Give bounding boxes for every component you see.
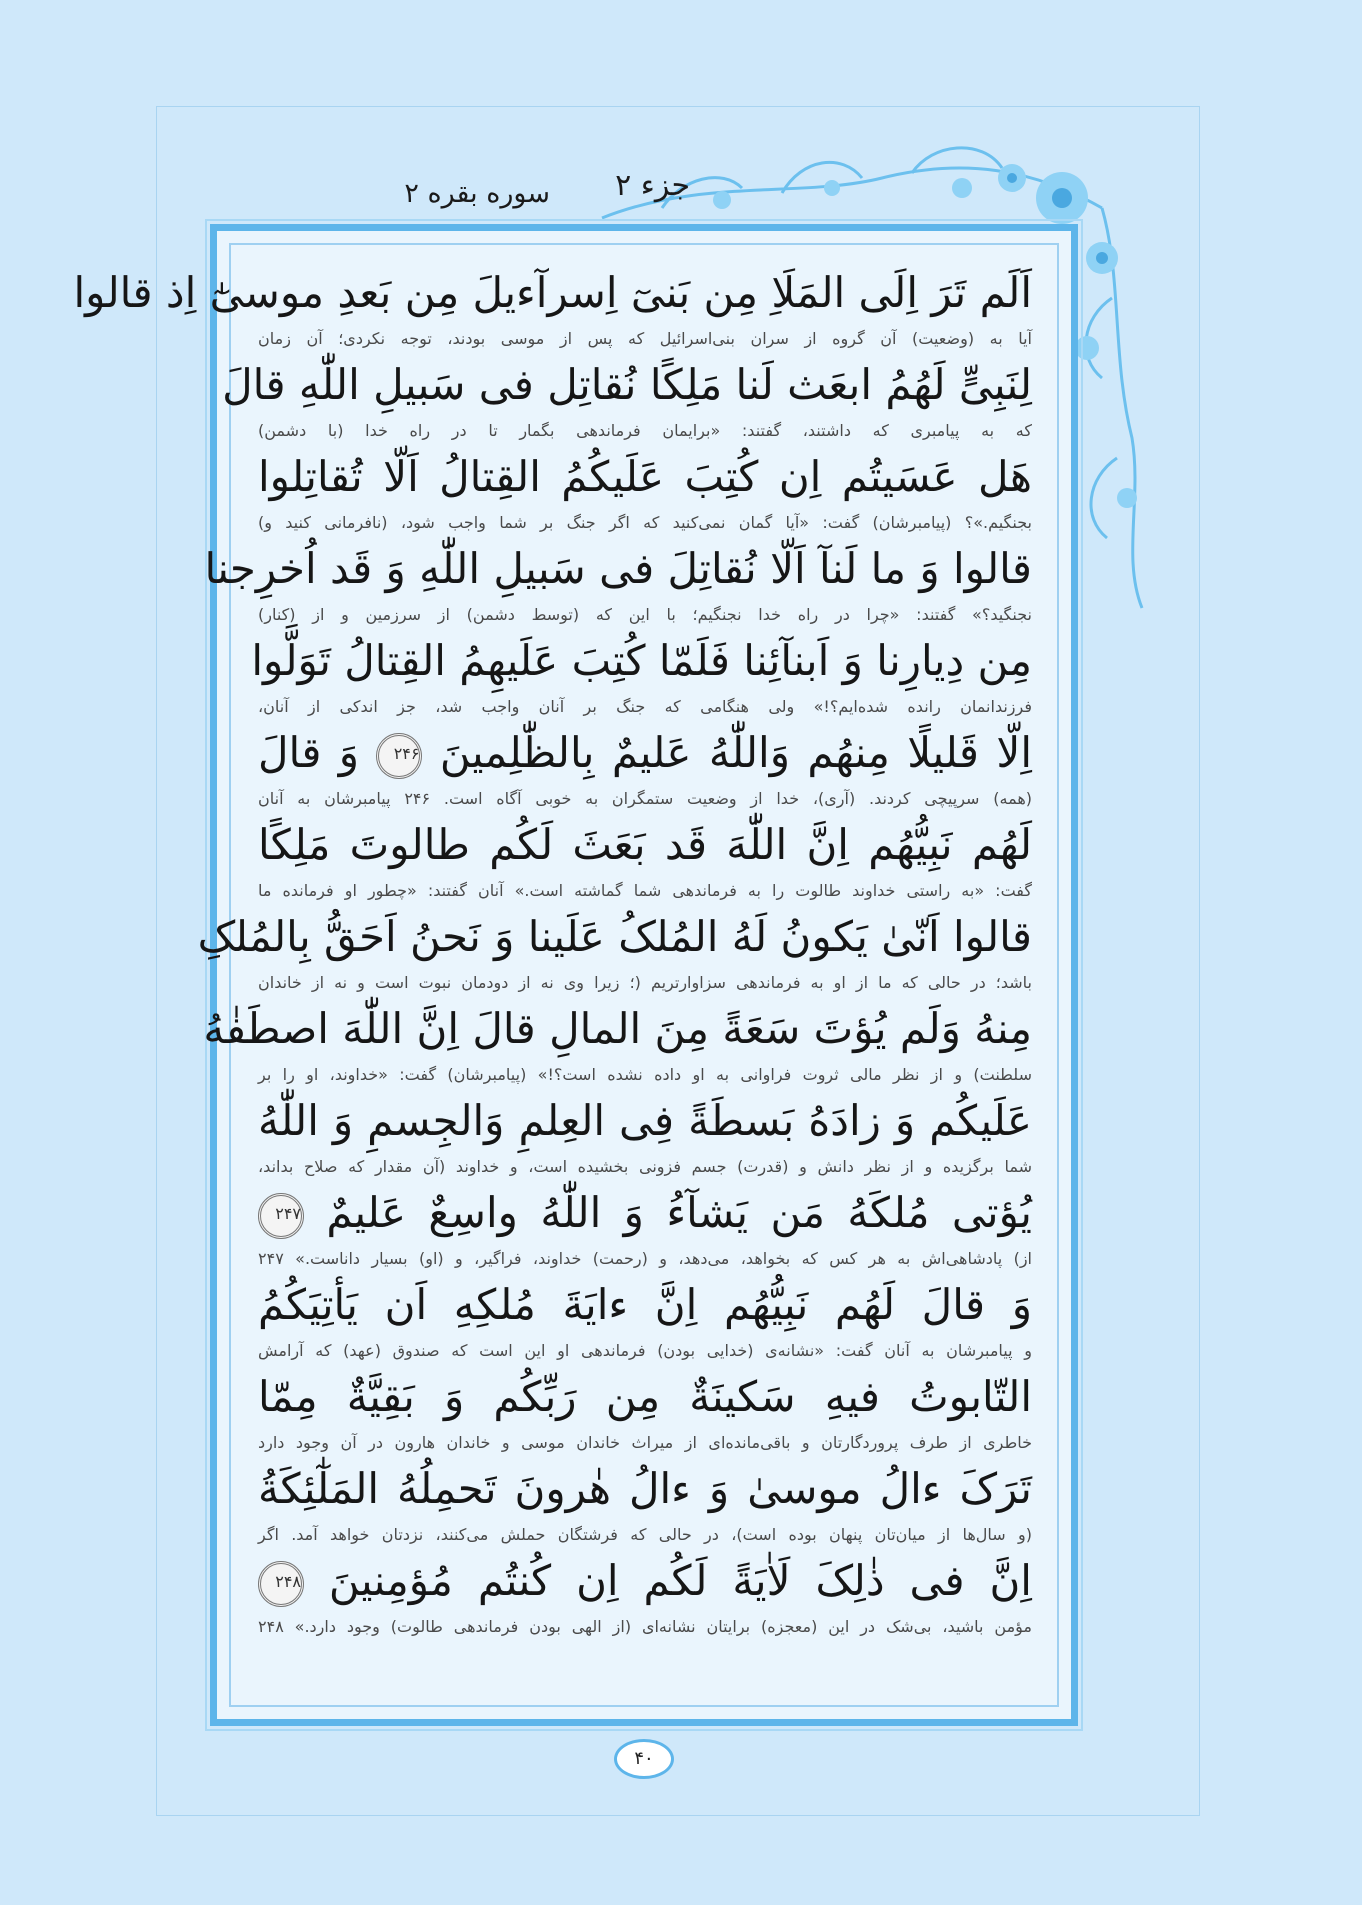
persian-translation-line: که به پیامبری که داشتند، گفتند: «برایمان فرماندهی بگمار تا در راه خدا (با دشمن) bbox=[258, 421, 1032, 440]
page-number: ۴۰ bbox=[614, 1739, 674, 1779]
persian-translation-line: گفت: «به راستی خداوند طالوت را به فرماندهی شما گماشته است.» آنان گفتند: «چطور او فرمانده ما bbox=[258, 881, 1032, 900]
arabic-line bbox=[258, 1274, 1032, 1336]
arabic-text: وَ قالَ لَهُم نَبِیُّهُم اِنَّ ءایَةَ مُلکِهِ اَن یَأتِیَکُمُ bbox=[258, 1280, 1032, 1329]
arabic-line bbox=[258, 1090, 1032, 1152]
persian-translation-line: (و سال‌ها از میان‌تان پنهان بوده است)، در حالی که فرشتگان حملش می‌کنند، نزدتان خواهد آمد. اگر bbox=[258, 1525, 1032, 1544]
arabic-line bbox=[258, 1550, 1032, 1612]
persian-translation-line: نجنگید؟» گفتند: «چرا در راه خدا نجنگیم؛ با این که (توسط دشمن) از سرزمین و از (کنار) bbox=[258, 605, 1032, 624]
arabic-line bbox=[251, 630, 1032, 692]
arabic-line bbox=[258, 722, 1032, 784]
persian-translation-line: و پیامبرشان به آنان گفت: «نشانه‌ی (خدایی بودن) فرماندهی او این است که صندوق (عهد) که آرامش bbox=[258, 1341, 1032, 1360]
arabic-line bbox=[258, 814, 1032, 876]
verse-number-icon: ۲۴۸ bbox=[258, 1561, 304, 1607]
arabic-line bbox=[197, 906, 1032, 968]
arabic-text: اِنَّ فی ذٰلِکَ لَاٰیَةً لَکُم اِن کُنتُم مُؤمِنینَ bbox=[328, 1556, 1032, 1605]
verse-number-icon: ۲۴۶ bbox=[376, 733, 422, 779]
arabic-text: مِن دِیارِنا وَ اَبنآئِنا فَلَمّا کُتِبَ عَلَیهِمُ القِتالُ تَوَلَّوا bbox=[251, 636, 1032, 685]
arabic-text: مِنهُ وَلَم یُؤتَ سَعَةً مِنَ المالِ قالَ اِنَّ اللّٰهَ اصطَفٰهُ bbox=[203, 1004, 1032, 1053]
arabic-text: لَهُم نَبِیُّهُم اِنَّ اللّٰهَ قَد بَعَثَ لَکُم طالوتَ مَلِکًا bbox=[258, 820, 1032, 869]
arabic-line bbox=[258, 1366, 1032, 1428]
persian-translation-line: از) پادشاهی‌اش به هر کس که بخواهد، می‌دهد، و (رحمت) خداوند، فراگیر، و (او) بسیار داناست.» ۲۴۷ bbox=[258, 1249, 1032, 1268]
arabic-text: اَلَم تَرَ اِلَی المَلَاِ مِن بَنیٓ اِسرآءیلَ مِن بَعدِ موسیٰٓ اِذ قالوا bbox=[73, 268, 1032, 317]
arabic-line bbox=[258, 1182, 1032, 1244]
persian-translation-line: (همه) سرپیچی کردند. (آری)، خدا از وضعیت ستمگران به خوبی آگاه است. ۲۴۶ پیامبرشان به آنان bbox=[258, 789, 1032, 808]
arabic-text: قالوا وَ ما لَنآ اَلّا نُقاتِلَ فی سَبیلِ اللّٰهِ وَ قَد اُخرِجنا bbox=[204, 544, 1032, 593]
arabic-line bbox=[73, 262, 1032, 324]
page-number-badge bbox=[606, 1735, 682, 1785]
arabic-line bbox=[204, 538, 1032, 600]
surah-label: سوره بقره ۲ bbox=[404, 178, 550, 209]
arabic-text: یُؤتی مُلکَهُ مَن یَشآءُ وَ اللّٰهُ واسِعٌ عَلیمٌ bbox=[326, 1188, 1032, 1237]
juz-label: جزء ۲ bbox=[615, 168, 690, 203]
arabic-text: لِنَبِیٍّ لَهُمُ ابعَث لَنا مَلِکًا نُقاتِل فی سَبیلِ اللّٰهِ قالَ bbox=[222, 360, 1032, 409]
page-header bbox=[380, 168, 740, 218]
persian-translation-line: مؤمن باشید، بی‌شک در این (معجزه) برایتان نشانه‌ای (از الهی بودن فرماندهی طالوت) وجود دارد.» ۲۴۸ bbox=[258, 1617, 1032, 1636]
arabic-text: عَلَیکُم وَ زادَهُ بَسطَةً فِی العِلمِ وَالجِسمِ وَ اللّٰهُ bbox=[258, 1096, 1032, 1145]
persian-translation-line: آیا به (وضعیت) آن گروه از سران بنی‌اسرائیل که پس از موسی بودند، توجه نکردی؛ آن زمان bbox=[258, 329, 1032, 348]
arabic-text: هَل عَسَیتُم اِن کُتِبَ عَلَیکُمُ القِتالُ اَلّا تُقاتِلوا bbox=[258, 452, 1032, 501]
verse-block bbox=[73, 262, 1033, 1642]
arabic-line bbox=[258, 446, 1032, 508]
arabic-line bbox=[222, 354, 1032, 416]
arabic-text: التّابوتُ فیهِ سَکینَةٌ مِن رَبِّکُم وَ بَقِیَّةٌ مِمّا bbox=[258, 1372, 1032, 1421]
arabic-text: قالوا اَنّیٰ یَکونُ لَهُ المُلکُ عَلَینا وَ نَحنُ اَحَقُّ بِالمُلکِ bbox=[197, 912, 1032, 961]
verse-number-icon: ۲۴۷ bbox=[258, 1193, 304, 1239]
arabic-line bbox=[203, 998, 1032, 1060]
arabic-text-tail: وَ قالَ bbox=[258, 728, 360, 777]
persian-translation-line: فرزندانمان رانده شده‌ایم؟!» ولی هنگامی که جنگ بر آنان واجب شد، جز اندکی از آنان، bbox=[258, 697, 1032, 716]
persian-translation-line: باشد؛ در حالی که ما از او به فرماندهی سزاوارتریم (؛ زیرا وی نه از دودمان نبوت است و نه از خاندان bbox=[258, 973, 1032, 992]
arabic-text: اِلّا قَلیلًا مِنهُم وَاللّٰهُ عَلیمٌ بِالظّٰلِمینَ bbox=[439, 728, 1033, 777]
persian-translation-line: سلطنت) و از نظر مالی ثروت فراوانی به او داده نشده است؟!» (پیامبرشان) گفت: «خداوند، او را بر bbox=[258, 1065, 1032, 1084]
arabic-line bbox=[258, 1458, 1032, 1520]
persian-translation-line: بجنگیم.»؟ (پیامبرشان) گفت: «آیا گمان نمی‌کنید که اگر جنگ بر شما واجب شود، (نافرمانی کنید و) bbox=[258, 513, 1032, 532]
arabic-text: تَرَکَ ءالُ موسیٰ وَ ءالُ هٰرونَ تَحمِلُهُ المَلٰٓئِکَةُ bbox=[258, 1464, 1032, 1513]
persian-translation-line: خاطری از طرف پروردگارتان و باقی‌مانده‌ای از میراث خاندان موسی و خاندان هارون در آن وجود دارد bbox=[258, 1433, 1032, 1452]
persian-translation-line: شما برگزیده و از نظر دانش و (قدرت) جسم فزونی بخشیده است، و خداوند (آن مقدار که صلاح بداند، bbox=[258, 1157, 1032, 1176]
